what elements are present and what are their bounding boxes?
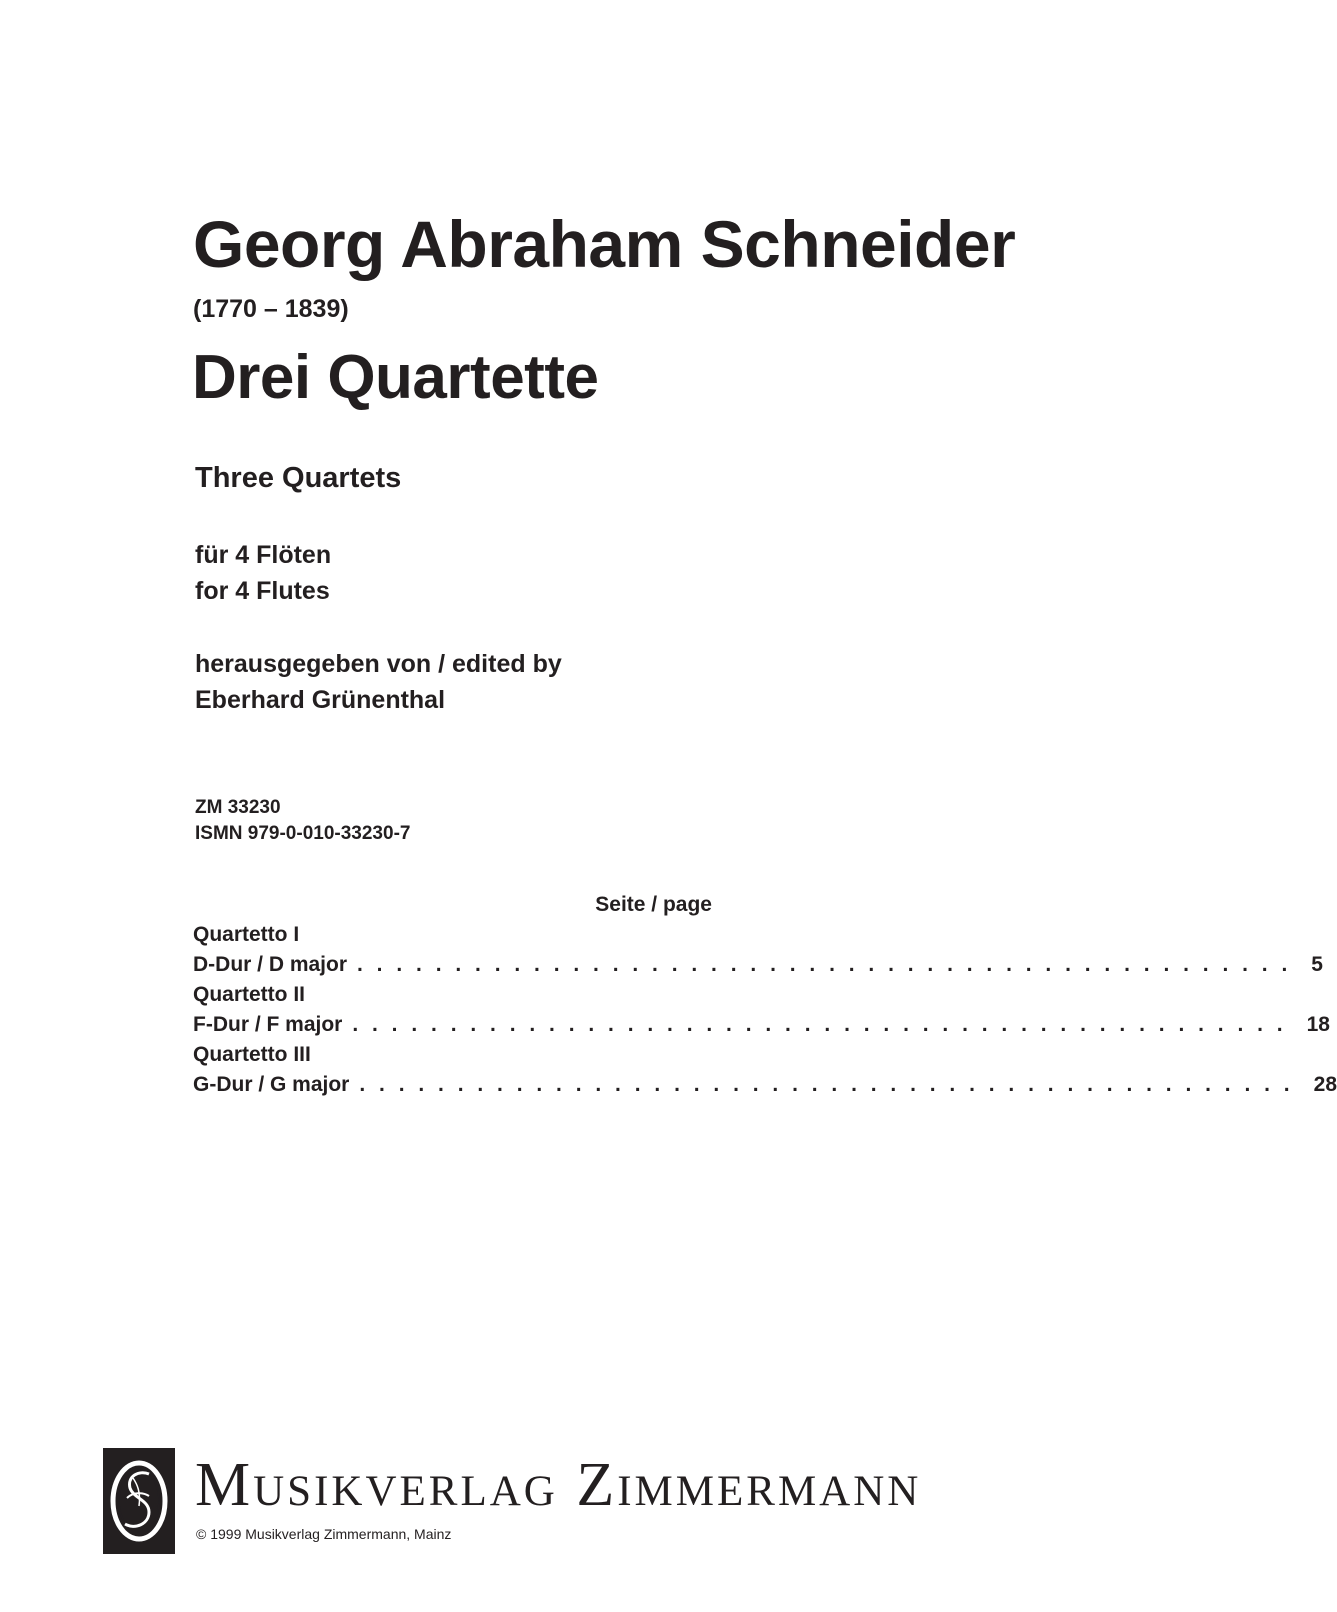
toc-entry-page: 5 bbox=[1311, 953, 1323, 976]
instrumentation-english: for 4 Flutes bbox=[195, 577, 330, 605]
work-title: Drei Quartette bbox=[192, 343, 599, 412]
toc-entry-page: 18 bbox=[1306, 1013, 1330, 1036]
toc-leader-dots: . . . . . . . . . . . . . . . . . . . . . . . . . . . . . . . . . . . . . . . . . . . . . . . . bbox=[359, 1073, 1294, 1096]
instrumentation-german: für 4 Flöten bbox=[195, 541, 332, 569]
catalog-number: ZM 33230 bbox=[195, 797, 281, 818]
composer-dates: (1770 – 1839) bbox=[193, 295, 349, 323]
toc-entry-2 bbox=[193, 980, 1330, 1040]
publisher-name: Musikverlag Zimmermann bbox=[195, 1451, 922, 1519]
toc-entry-title: Quartetto I bbox=[193, 923, 300, 946]
toc-entry-row bbox=[193, 950, 1323, 980]
toc-entry-key: D-Dur / D major bbox=[193, 953, 348, 976]
toc-entry-1 bbox=[193, 920, 1323, 980]
toc-entry-3 bbox=[193, 1040, 1337, 1100]
editor-name: Eberhard Grünenthal bbox=[195, 686, 446, 714]
contents-page-header: Seite / page bbox=[595, 893, 712, 916]
table-of-contents bbox=[193, 920, 1337, 1100]
zimmermann-monogram-logo-icon bbox=[103, 1448, 175, 1554]
work-subtitle: Three Quartets bbox=[195, 462, 402, 494]
toc-entry-title: Quartetto II bbox=[193, 983, 306, 1006]
composer-name: Georg Abraham Schneider bbox=[193, 207, 1016, 281]
toc-entry-key: F-Dur / F major bbox=[193, 1013, 343, 1036]
toc-entry-row bbox=[193, 1070, 1337, 1100]
toc-entry-page: 28 bbox=[1313, 1073, 1337, 1096]
toc-entry-row bbox=[193, 1010, 1330, 1040]
toc-entry-key: G-Dur / G major bbox=[193, 1073, 350, 1096]
toc-entry-title: Quartetto III bbox=[193, 1043, 311, 1066]
copyright-notice: © 1999 Musikverlag Zimmermann, Mainz bbox=[196, 1526, 452, 1542]
toc-leader-dots: . . . . . . . . . . . . . . . . . . . . . . . . . . . . . . . . . . . . . . . . . . . . . . . . bbox=[352, 1013, 1287, 1036]
ismn-number: ISMN 979-0-010-33230-7 bbox=[195, 823, 411, 844]
toc-leader-dots: . . . . . . . . . . . . . . . . . . . . . . . . . . . . . . . . . . . . . . . . . . . . . . . . bbox=[357, 953, 1292, 976]
editor-label: herausgegeben von / edited by bbox=[195, 650, 562, 678]
